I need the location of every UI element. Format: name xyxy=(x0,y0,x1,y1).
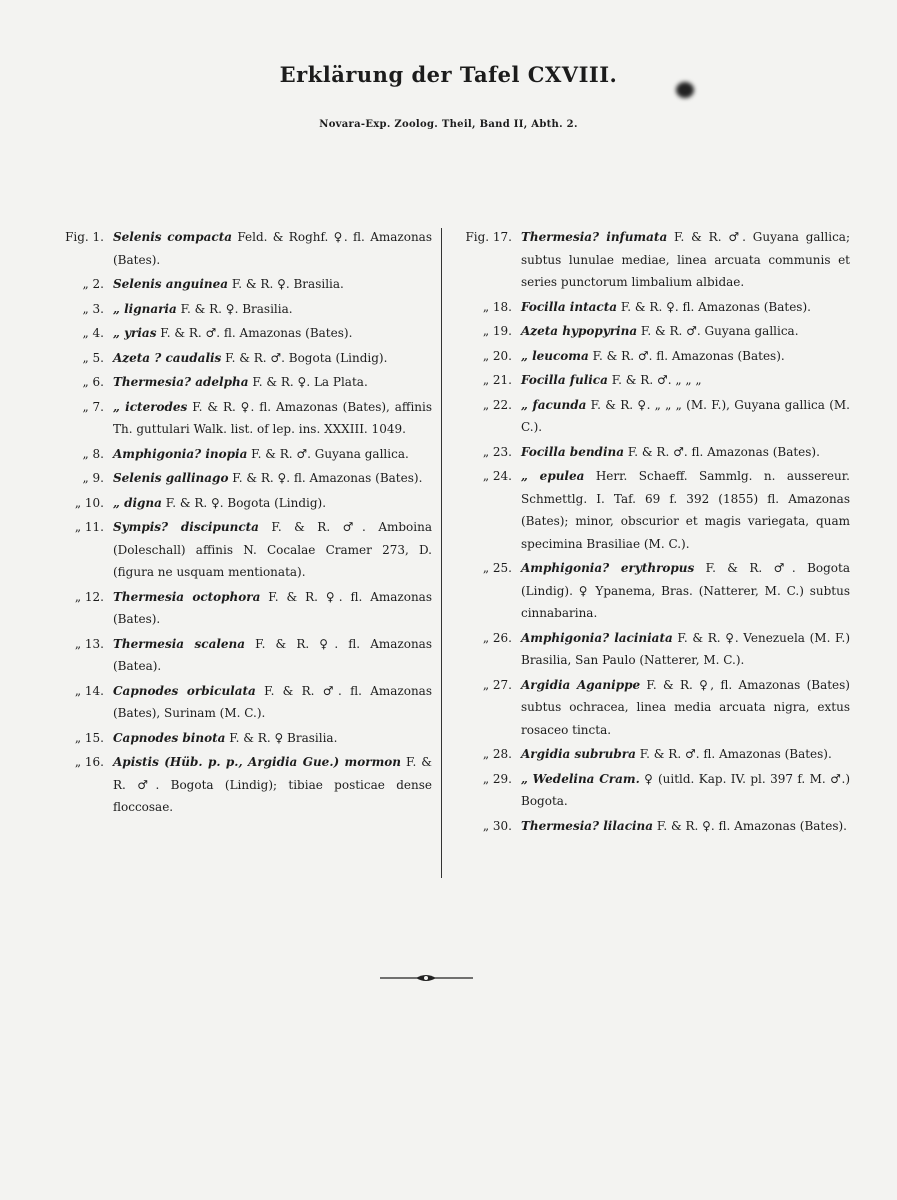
figure-details: F. & R. ♀. La Plata. xyxy=(248,375,368,389)
figure-details: Feld. & Roghf. ♀. fl. Amazonas (Bates). xyxy=(113,230,432,267)
figure-number: „ 11. xyxy=(74,520,104,534)
species-name: Amphigonia? erythropus xyxy=(521,561,695,575)
figure-description xyxy=(113,633,432,678)
figure-details: F. & R. ♀. „ „ „ (M. F.), Guyana gallica (M. C.). xyxy=(521,397,850,434)
figure-entry xyxy=(464,557,850,625)
figure-details: F. & R. ♀. Brasilia. xyxy=(228,277,344,291)
figure-entry xyxy=(56,273,432,296)
figure-description xyxy=(113,273,432,296)
figure-entry xyxy=(464,768,850,813)
figure-details: F. & R. ♀. fl. Amazonas (Bates). xyxy=(228,471,423,485)
figure-entry xyxy=(56,443,432,466)
figure-description xyxy=(113,751,432,819)
figure-number: „ 18. xyxy=(482,299,512,314)
figure-description xyxy=(521,226,850,294)
figure-number: „ 27. xyxy=(482,677,512,692)
figure-entry xyxy=(56,226,432,271)
figure-number: „ 22. xyxy=(482,397,512,412)
species-name: „ Wedelina Cram. xyxy=(521,771,640,786)
figure-details: F. & R. ♂. fl. Amazonas (Bates). xyxy=(624,444,820,459)
figure-number: „ 19. xyxy=(482,324,512,338)
figure-entry xyxy=(56,516,432,584)
figure-number: „ 30. xyxy=(482,818,512,833)
figure-details: F. & R. ♂. Bogota (Lindig). ♀ Ypanema, Bras. (Natterer, M. C.) subtus cinnabarina. xyxy=(521,561,850,620)
species-name: Capnodes binota xyxy=(113,730,226,745)
figure-details: F. & R. ♂. fl. Amazonas (Bates), Surinam (M. C.). xyxy=(113,683,432,720)
figure-description xyxy=(113,586,432,631)
figure-number: „ 3. xyxy=(82,301,104,316)
figure-details: F. & R. ♂. Amboina (Doleschall) affinis N. Cocalae Cramer 273, D. (figura ne usquam mentionata). xyxy=(113,520,432,579)
ink-blot xyxy=(676,82,694,98)
figure-number: „ 6. xyxy=(82,375,104,389)
species-name: „ leucoma xyxy=(521,348,589,363)
species-name: Focilla intacta xyxy=(521,299,618,314)
species-name: Thermesia? infumata xyxy=(521,230,668,244)
figure-entry xyxy=(56,586,432,631)
figure-entry xyxy=(56,727,432,750)
figure-entry xyxy=(56,633,432,678)
species-name: Thermesia octophora xyxy=(113,589,261,604)
species-name: Sympis? discipuncta xyxy=(113,520,259,534)
species-name: Azeta ? caudalis xyxy=(113,350,222,365)
figure-description xyxy=(521,441,850,464)
figure-description xyxy=(521,557,850,625)
species-name: „ lignaria xyxy=(113,301,177,316)
figure-description xyxy=(521,674,850,742)
species-name: „ icterodes xyxy=(113,399,188,414)
species-name: Thermesia scalena xyxy=(113,636,246,651)
figure-description xyxy=(521,627,850,672)
figure-number: „ 20. xyxy=(482,348,512,363)
figure-number: „ 23. xyxy=(482,444,512,459)
figure-entry xyxy=(464,394,850,439)
column-divider xyxy=(441,228,442,878)
species-name: Amphigonia? inopia xyxy=(113,446,248,461)
figure-details: F. & R. ♂. fl. Amazonas (Bates). xyxy=(156,326,353,340)
species-name: Selenis compacta xyxy=(113,230,233,244)
figure-number: „ 8. xyxy=(82,446,104,461)
figure-description xyxy=(113,680,432,725)
figure-number: „ 13. xyxy=(74,636,104,651)
right-column xyxy=(464,226,850,839)
species-name: Apistis (Hüb. p. p., Argidia Gue.) mormon xyxy=(113,755,401,769)
species-name: Thermesia? lilacina xyxy=(521,818,654,833)
figure-description xyxy=(521,345,850,368)
figure-description xyxy=(113,298,432,321)
species-name: Focilla fulica xyxy=(521,373,608,387)
figure-number: „ 5. xyxy=(82,350,104,365)
figure-number: „ 15. xyxy=(74,730,104,745)
figure-details: ♀ (uitld. Kap. IV. pl. 397 f. M. ♂.) Bogota. xyxy=(521,771,851,808)
figure-details: F. & R. ♂. fl. Amazonas (Bates). xyxy=(588,348,785,363)
figure-entry xyxy=(464,465,850,555)
figure-number: „ 10. xyxy=(74,495,104,510)
figure-entry xyxy=(464,815,850,838)
species-name: Argidia Aganippe xyxy=(521,677,641,692)
figure-entry xyxy=(464,345,850,368)
figure-number: „ 2. xyxy=(82,277,104,291)
figure-entry xyxy=(56,492,432,515)
figure-number: „ 28. xyxy=(482,747,512,761)
figure-details: F. & R. ♀, fl. Amazonas (Bates) subtus ochracea, linea media arcuata nigra, extus rosaceo tincta. xyxy=(521,677,850,737)
figure-details: F. & R. ♂. Bogota (Lindig); tibiae posticae dense floccosae. xyxy=(113,755,432,814)
figure-details: F. & R. ♀. fl. Amazonas (Bates). xyxy=(617,299,811,314)
figure-description xyxy=(521,815,850,838)
species-name: „ digna xyxy=(113,495,162,510)
figure-description xyxy=(113,396,432,441)
figure-number: „ 26. xyxy=(482,630,512,645)
figure-entry xyxy=(464,226,850,294)
figure-details: F. & R. ♂. Guyana gallica; subtus lunulae mediae, linea arcuata communis et series punctorum limbalium albidae. xyxy=(521,230,850,289)
figure-details: F. & R. ♂. „ „ „ xyxy=(607,373,702,387)
figure-details: F. & R. ♀. fl. Amazonas (Bates). xyxy=(653,818,847,833)
figure-entry xyxy=(464,743,850,766)
figure-number: „ 29. xyxy=(482,771,512,786)
figure-number: Fig. 17. xyxy=(465,230,512,244)
species-name: Selenis gallinago xyxy=(113,471,229,485)
species-name: „ facunda xyxy=(521,397,587,412)
figure-details: F. & R. ♂. Bogota (Lindig). xyxy=(221,350,388,365)
figure-description xyxy=(521,296,850,319)
figure-details: F. & R. ♀. fl. Amazonas (Batea). xyxy=(113,636,432,673)
figure-entry xyxy=(464,320,850,343)
figure-description xyxy=(521,394,850,439)
figure-description xyxy=(113,322,432,345)
left-column xyxy=(56,226,432,821)
species-name: Amphigonia? laciniata xyxy=(521,630,673,645)
figure-details: F. & R. ♂. fl. Amazonas (Bates). xyxy=(635,747,832,761)
figure-details: F. & R. ♀ Brasilia. xyxy=(225,730,338,745)
species-name: „ epulea xyxy=(521,469,585,483)
figure-description xyxy=(113,516,432,584)
figure-entry xyxy=(56,322,432,345)
figure-details: F. & R. ♀. fl. Amazonas (Bates), affinis Th. guttulari Walk. list. of lep. ins. XXXIII. 1049. xyxy=(113,399,432,436)
figure-number: Fig. 1. xyxy=(65,230,104,244)
figure-entry xyxy=(464,674,850,742)
figure-number: „ 7. xyxy=(82,399,104,414)
figure-details: Herr. Schaeff. Sammlg. n. aussereur. Schmettlg. I. Taf. 69 f. 392 (1855) fl. Amazonas (Bates); minor, obscurior et magis variegata, quam specimina Brasiliae (M. C.). xyxy=(521,469,850,551)
figure-details: F. & R. ♀. Bogota (Lindig). xyxy=(161,495,327,510)
figure-entry xyxy=(56,396,432,441)
page-subtitle: Novara-Exp. Zoolog. Theil, Band II, Abth. 2. xyxy=(319,119,578,130)
figure-description xyxy=(113,371,432,394)
ornament-divider xyxy=(380,972,473,984)
species-name: Selenis anguinea xyxy=(113,277,229,291)
species-name: Azeta hypopyrina xyxy=(521,324,638,338)
figure-description xyxy=(113,226,432,271)
figure-number: „ 24. xyxy=(482,469,512,483)
figure-number: „ 21. xyxy=(482,373,512,387)
species-name: Focilla bendina xyxy=(521,444,625,459)
figure-entry xyxy=(56,371,432,394)
species-name: Thermesia? adelpha xyxy=(113,375,249,389)
figure-number: „ 25. xyxy=(482,561,512,575)
figure-entry xyxy=(56,467,432,490)
species-name: Argidia subrubra xyxy=(521,747,636,761)
figure-details: F. & R. ♂. Guyana gallica. xyxy=(637,324,799,338)
figure-description xyxy=(521,743,850,766)
figure-details: F. & R. ♀. fl. Amazonas (Bates). xyxy=(113,589,432,626)
figure-details: F. & R. ♀. Venezuela (M. F.) Brasilia, San Paulo (Natterer, M. C.). xyxy=(521,630,850,667)
figure-description xyxy=(113,467,432,490)
figure-description xyxy=(113,727,432,750)
figure-description xyxy=(113,347,432,370)
figure-entry xyxy=(56,751,432,819)
figure-description xyxy=(521,768,850,813)
page-title: Erklärung der Tafel CXVIII. xyxy=(279,62,618,87)
figure-number: „ 4. xyxy=(82,326,104,340)
figure-entry xyxy=(464,296,850,319)
figure-details: F. & R. ♂. Guyana gallica. xyxy=(247,446,409,461)
figure-number: „ 16. xyxy=(74,755,104,769)
figure-entry xyxy=(464,369,850,392)
species-name: Capnodes orbiculata xyxy=(113,683,256,698)
figure-details: F. & R. ♀. Brasilia. xyxy=(176,301,293,316)
figure-entry xyxy=(464,627,850,672)
figure-entry xyxy=(56,298,432,321)
species-name: „ yrias xyxy=(113,326,157,340)
figure-description xyxy=(521,320,850,343)
figure-number: „ 12. xyxy=(74,589,104,604)
figure-description xyxy=(521,465,850,555)
figure-entry xyxy=(56,680,432,725)
figure-description xyxy=(113,443,432,466)
figure-number: „ 14. xyxy=(74,683,104,698)
figure-description xyxy=(521,369,850,392)
figure-entry xyxy=(464,441,850,464)
figure-entry xyxy=(56,347,432,370)
figure-number: „ 9. xyxy=(82,471,104,485)
figure-description xyxy=(113,492,432,515)
